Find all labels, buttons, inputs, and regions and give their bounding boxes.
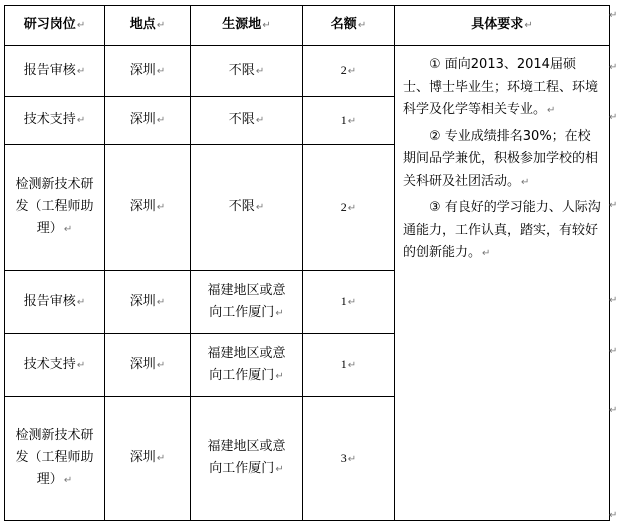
position-cell: 检测新技术研发（工程师助理）↵	[5, 145, 105, 271]
quota-cell: 3↵	[303, 397, 395, 521]
row-end-mark: ↵	[609, 295, 617, 306]
origin-cell: 不限↵	[191, 46, 303, 97]
origin-cell: 福建地区或意向工作厦门↵	[191, 397, 303, 521]
location-cell: 深圳↵	[105, 334, 191, 397]
position-cell: 报告审核↵	[5, 46, 105, 97]
row-end-mark: ↵	[609, 405, 617, 416]
header-quota: 名额↵	[303, 6, 395, 46]
row-end-mark: ↵	[609, 200, 617, 211]
location-cell: 深圳↵	[105, 46, 191, 97]
requirement-item: ① 面向2013、2014届硕士、博士毕业生；环境工程、环境科学及化学等相关专业。↵	[403, 57, 599, 117]
origin-cell: 不限↵	[191, 145, 303, 271]
location-cell: 深圳↵	[105, 145, 191, 271]
row-end-mark: ↵	[609, 510, 617, 521]
header-location: 地点↵	[105, 6, 191, 46]
quota-cell: 2↵	[303, 145, 395, 271]
header-requirements: 具体要求↵	[395, 6, 610, 46]
row-end-mark: ↵	[609, 62, 617, 73]
location-cell: 深圳↵	[105, 271, 191, 334]
row-end-mark: ↵	[609, 10, 617, 21]
quota-cell: 1↵	[303, 97, 395, 145]
origin-cell: 福建地区或意向工作厦门↵	[191, 334, 303, 397]
position-cell: 检测新技术研发（工程师助理）↵	[5, 397, 105, 521]
header-row	[5, 6, 610, 46]
header-position: 研习岗位↵	[5, 6, 105, 46]
location-cell: 深圳↵	[105, 397, 191, 521]
table-row	[5, 46, 610, 97]
requirement-item: ③ 有良好的学习能力、人际沟通能力，工作认真，踏实，有较好的创新能力。↵	[403, 200, 601, 260]
position-cell: 技术支持↵	[5, 334, 105, 397]
position-cell: 报告审核↵	[5, 271, 105, 334]
quota-cell: 2↵	[303, 46, 395, 97]
row-end-mark: ↵	[609, 112, 617, 123]
quota-cell: 1↵	[303, 334, 395, 397]
row-end-mark: ↵	[609, 346, 617, 357]
origin-cell: 福建地区或意向工作厦门↵	[191, 271, 303, 334]
requirement-item: ② 专业成绩排名30%；在校期间品学兼优，积极参加学校的相关科研及社团活动。↵	[403, 128, 599, 189]
position-cell: 技术支持↵	[5, 97, 105, 145]
header-origin: 生源地↵	[191, 6, 303, 46]
quota-cell: 1↵	[303, 271, 395, 334]
requirements-cell	[395, 46, 610, 521]
internship-requirements-table	[4, 5, 610, 521]
origin-cell: 不限↵	[191, 97, 303, 145]
location-cell: 深圳↵	[105, 97, 191, 145]
